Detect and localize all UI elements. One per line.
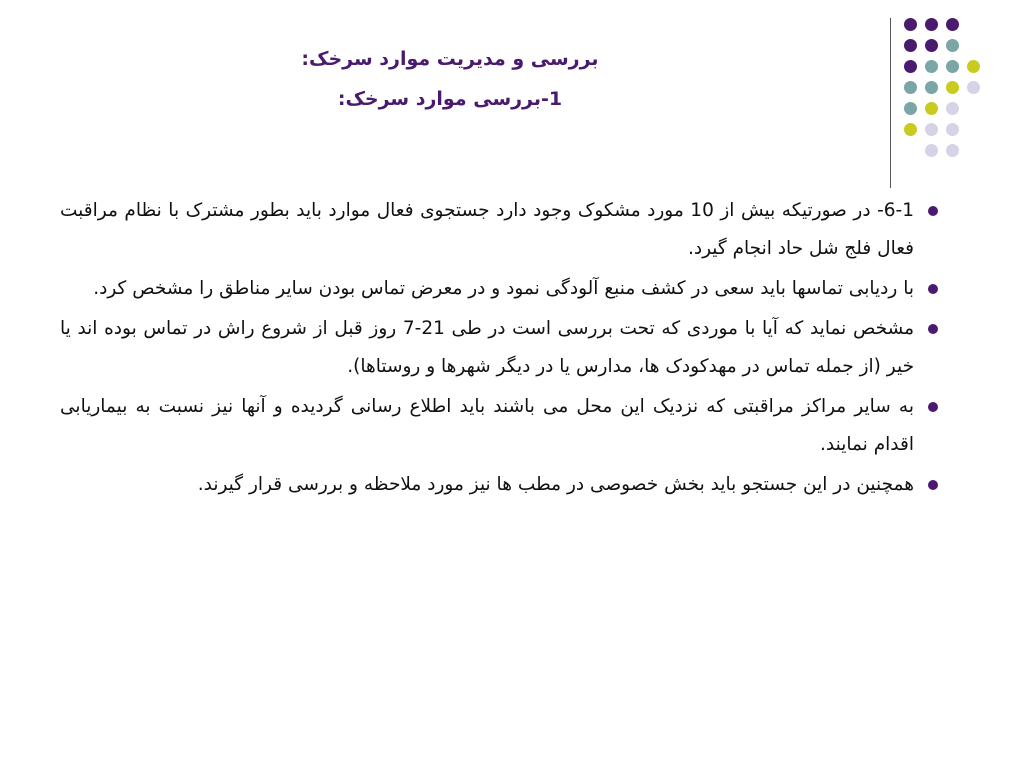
decor-dot	[904, 102, 917, 115]
decor-dot	[925, 144, 938, 157]
bullet-dot-icon	[928, 480, 938, 490]
decor-dot	[946, 18, 959, 31]
decor-dot	[925, 18, 938, 31]
bullet-text: به سایر مراکز مراقبتی که نزدیک این محل می باشند باید اطلاع رسانی گردیده و آنها نیز نسبت به بیماریابی اقدام نمایند.	[60, 396, 914, 455]
decor-dot	[925, 102, 938, 115]
bullet-text: همچنین در این جستجو باید بخش خصوصی در مطب ها نیز مورد ملاحظه و بررسی قرار گیرند.	[197, 474, 914, 495]
bullet-item	[60, 270, 940, 308]
bullet-list	[60, 192, 940, 506]
decor-dot	[946, 123, 959, 136]
decor-dot	[925, 60, 938, 73]
bullet-item	[60, 310, 940, 386]
bullet-text: مشخص نماید که آیا با موردی که تحت بررسی است در طی 21-7 روز قبل از شروع راش در تماس بوده اند یا خیر (از جمله تماس در مهدکودک ها، مدارس یا در دیگر شهرها و روستاها).	[60, 318, 914, 377]
decor-dot	[925, 39, 938, 52]
decor-dot	[946, 144, 959, 157]
decor-dot	[946, 39, 959, 52]
decor-dot	[967, 81, 980, 94]
decor-dot	[925, 123, 938, 136]
decorative-dot-grid	[900, 14, 1014, 164]
bullet-dot-icon	[928, 402, 938, 412]
vertical-divider	[890, 18, 891, 188]
decor-dot	[967, 60, 980, 73]
bullet-dot-icon	[928, 284, 938, 294]
decor-dot	[904, 18, 917, 31]
bullet-dot-icon	[928, 324, 938, 334]
decor-dot	[904, 81, 917, 94]
bullet-dot-icon	[928, 206, 938, 216]
bullet-text: 6-1- در صورتیکه بیش از 10 مورد مشکوک وجود دارد جستجوی فعال موارد باید بطور مشترک با نظام مراقبت فعال فلج شل حاد انجام گیرد.	[60, 200, 914, 259]
decor-dot	[946, 60, 959, 73]
decor-dot	[904, 60, 917, 73]
bullet-text: با ردیابی تماسها باید سعی در کشف منبع آلودگی نمود و در معرض تماس بودن سایر مناطق را مشخص کرد.	[93, 278, 914, 299]
bullet-item	[60, 388, 940, 464]
decor-dot	[946, 81, 959, 94]
decor-dot	[946, 102, 959, 115]
bullet-item	[60, 192, 940, 268]
decor-dot	[925, 81, 938, 94]
bullet-item	[60, 466, 940, 504]
title-line-1: بررسی و مدیریت موارد سرخک:	[301, 48, 599, 70]
decor-dot	[904, 123, 917, 136]
title-line-2: 1-بررسی موارد سرخک:	[337, 88, 563, 110]
decor-dot	[904, 39, 917, 52]
